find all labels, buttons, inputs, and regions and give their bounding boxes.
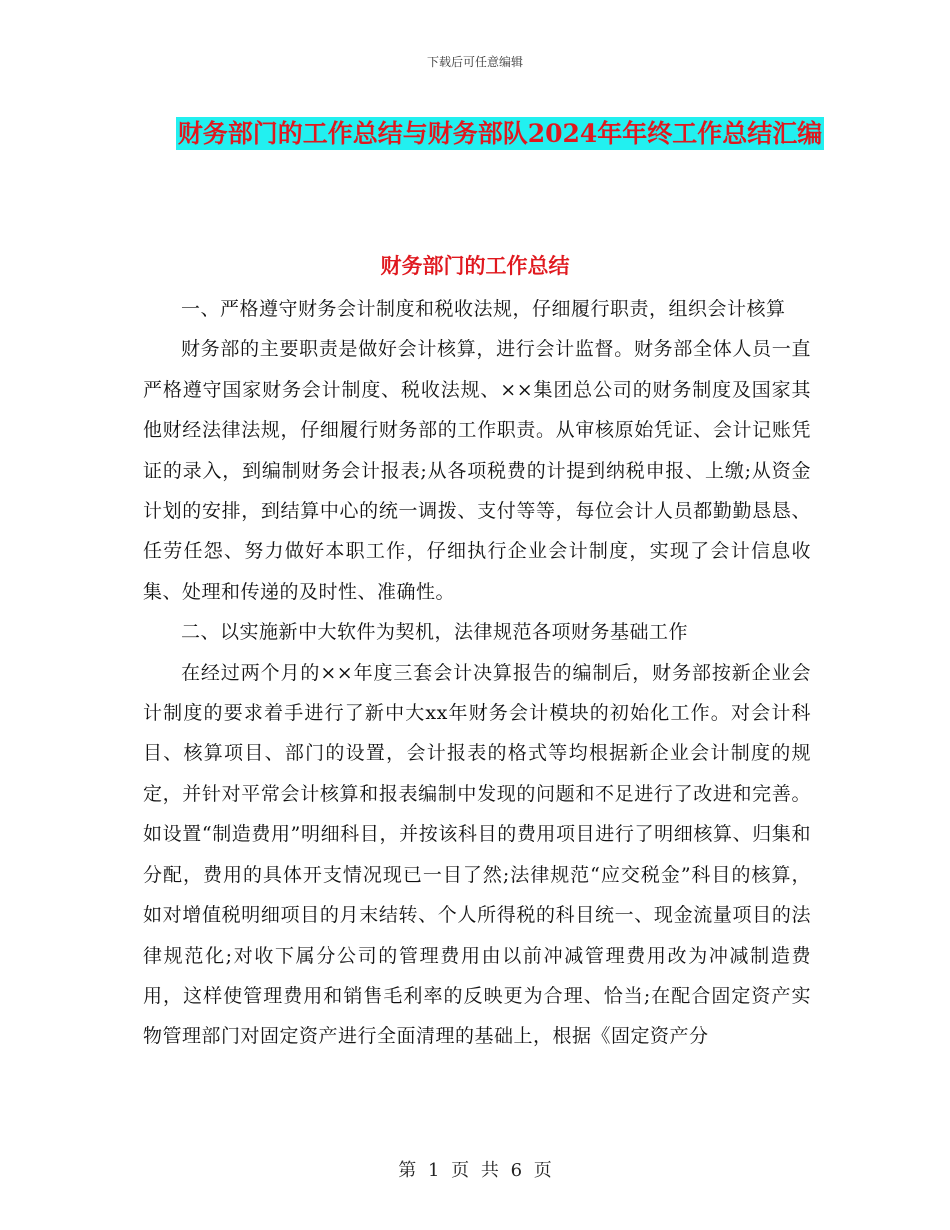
paragraph-2: 在经过两个月的××年度三套会计决算报告的编制后，财务部按新企业会计制度的要求着手进行了新中大xx年财务会计模块的初始化工作。对会计科目、核算项目、部门的设置，会计报表的格式等均根据新企业会计制度的规定，并针对平常会计核算和报表编制中发现的问题和不足进行了改进和完善。如设置“制造费用”明细科目，并按该科目的费用项目进行了明细核算、归集和分配，费用的具体开支情况现已一目了然;法律规范“应交税金”科目的核算，如对增值税明细项目的月末结转、个人所得税的科目统一、现金流量项目的法律规范化;对收下属分公司的管理费用由以前冲减管理费用改为冲减制造费用，这样使管理费用和销售毛利率的反映更为合理、恰当;在配合固定资产实物管理部门对固定资产进行全面清理的基础上，根据《固定资产分 — [143, 661, 811, 1048]
document-title — [140, 112, 860, 155]
header-note: 下载后可任意编辑 — [426, 55, 523, 69]
page-footer: 第 1 页 共 6 页 — [398, 1160, 552, 1181]
paragraph-heading-2: 二、以实施新中大软件为契机，法律规范各项财务基础工作 — [181, 621, 689, 644]
paragraph-heading-1: 一、严格遵守财务会计制度和税收法规，仔细履行职责，组织会计核算 — [181, 298, 786, 320]
document-body — [143, 289, 811, 1057]
section-title: 财务部门的工作总结 — [380, 253, 570, 278]
document-title-text: 财务部门的工作总结与财务部队2024年年终工作总结汇编 — [177, 119, 823, 148]
paragraph-1: 财务部的主要职责是做好会计核算，进行会计监督。财务部全体人员一直严格遵守国家财务会计制度、税收法规、××集团总公司的财务制度及国家其他财经法律法规，仔细履行财务部的工作职责。从审核原始凭证、会计记账凭证的录入，到编制财务会计报表;从各项税费的计提到纳税申报、上缴;从资金计划的安排，到结算中心的统一调拨、支付等等，每位会计人员都勤勤恳恳、任劳任怨、努力做好本职工作，仔细执行企业会计制度，实现了会计信息收集、处理和传递的及时性、准确性。 — [143, 338, 811, 603]
